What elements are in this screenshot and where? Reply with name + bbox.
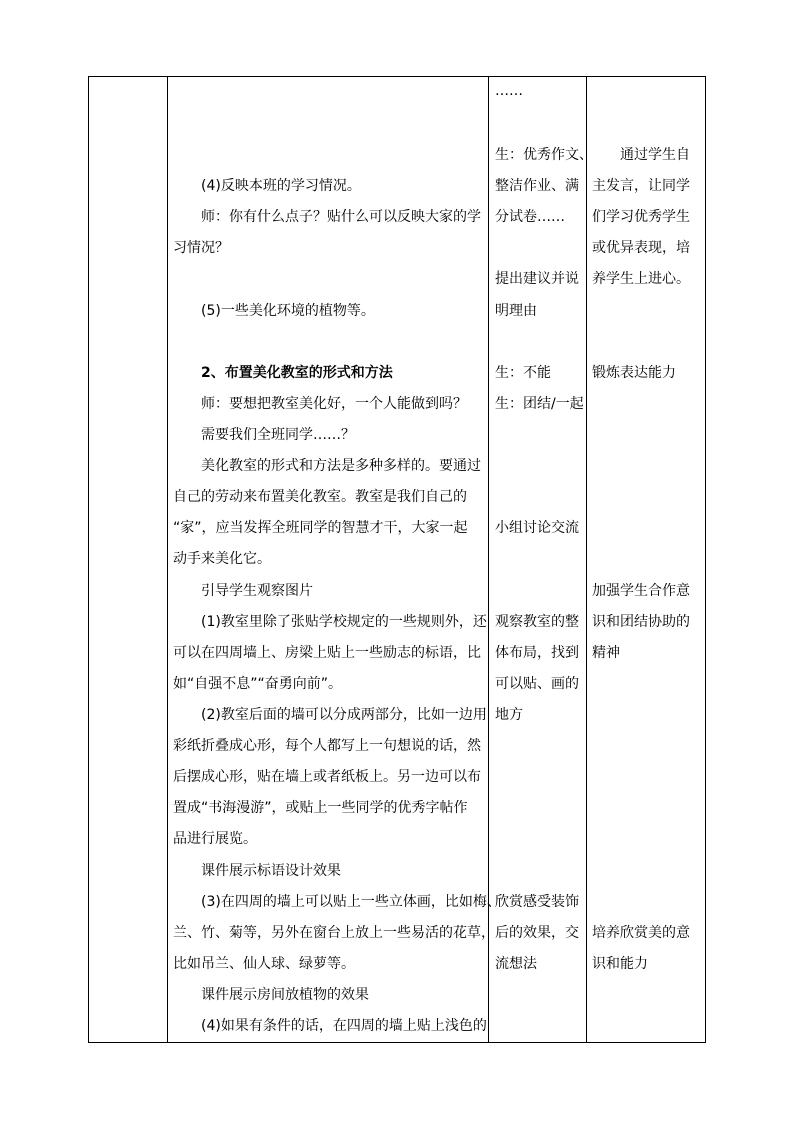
content-line: 彩纸折叠成心形，每个人都写上一句想说的话，然 <box>173 738 481 754</box>
activity-line: 提出建议并说 <box>495 271 579 287</box>
intent-line: 识和能力 <box>592 956 648 972</box>
activity-line: 可以贴、画的 <box>495 676 579 692</box>
intent-line: 识和团结协助的 <box>592 614 690 630</box>
activity-line: 观察教室的整 <box>495 614 579 630</box>
lesson-plan-table <box>88 76 706 1043</box>
activity-line: 流想法 <box>495 956 537 972</box>
content-line: 美化教室的形式和方法是多种多样的。要通过 <box>201 458 481 474</box>
content-line: 引导学生观察图片 <box>201 583 313 599</box>
activity-line: 后的效果，交 <box>495 925 579 941</box>
content-line: (2)教室后面的墙可以分成两部分，比如一边用 <box>201 707 487 723</box>
content-line: 后摆成心形，贴在墙上或者纸板上。另一边可以布 <box>173 769 481 785</box>
activity-line: 小组讨论交流 <box>495 520 579 536</box>
activity-line: 地方 <box>495 707 523 723</box>
content-line: 需要我们全班同学……？ <box>201 427 355 443</box>
intent-line: 锻炼表达能力 <box>592 365 676 381</box>
intent-line: 主发言，让同学 <box>592 178 690 194</box>
content-line: (1)教室里除了张贴学校规定的一些规则外，还 <box>201 614 487 630</box>
section-heading: 2、布置美化教室的形式和方法 <box>201 365 393 381</box>
content-line: 师：要想把教室美化好，一个人能做到吗？ <box>201 396 467 412</box>
content-line: 课件展示房间放植物的效果 <box>201 987 369 1003</box>
content-line: 课件展示标语设计效果 <box>201 863 341 879</box>
content-line: 自己的劳动来布置美化教室。教室是我们自己的 <box>173 489 467 505</box>
content-line: (4)反映本班的学习情况。 <box>201 178 361 194</box>
activity-line: 生：不能 <box>495 365 551 381</box>
column-a-cell <box>88 76 167 1043</box>
activity-line: 分试卷…… <box>495 209 565 225</box>
intent-line: 们学习优秀学生 <box>592 209 690 225</box>
column-student-activity <box>489 76 593 1043</box>
content-line: 置成“书海漫游”，或贴上一些同学的优秀字帖作 <box>173 800 468 816</box>
intent-line: 精神 <box>592 645 620 661</box>
activity-line: 欣赏感受装饰 <box>495 894 579 910</box>
activity-line: 生：团结/一起 <box>495 396 584 412</box>
content-line: 品进行展览。 <box>173 831 257 847</box>
intent-line: 养学生上进心。 <box>592 271 690 287</box>
column-teaching-content <box>168 76 501 1043</box>
content-line: (5)一些美化环境的植物等。 <box>201 303 375 319</box>
intent-line: 或优异表现，培 <box>592 240 690 256</box>
content-line: 比如吊兰、仙人球、绿萝等。 <box>173 956 355 972</box>
activity-line: 整洁作业、满 <box>495 178 579 194</box>
column-design-intent <box>587 76 705 1043</box>
content-line: 习情况？ <box>173 240 229 256</box>
content-line: 师：你有什么点子？贴什么可以反映大家的学 <box>201 209 481 225</box>
activity-line: …… <box>495 83 523 99</box>
content-line: 如“自强不息”“奋勇向前”。 <box>173 676 343 692</box>
content-line: (4)如果有条件的话，在四周的墙上贴上浅色的 <box>201 1018 487 1034</box>
table-right-border <box>705 76 706 1043</box>
intent-line: 通过学生自 <box>620 147 690 163</box>
activity-line: 体布局，找到 <box>495 645 579 661</box>
activity-line: 明理由 <box>495 303 537 319</box>
intent-line: 培养欣赏美的意 <box>592 925 690 941</box>
content-line: 可以在四周墙上、房梁上贴上一些励志的标语，比 <box>173 645 481 661</box>
content-line: “家”，应当发挥全班同学的智慧才干，大家一起 <box>173 520 468 536</box>
activity-line: 生：优秀作文、 <box>495 147 593 163</box>
content-line: (3)在四周的墙上可以贴上一些立体画，比如梅、 <box>201 894 501 910</box>
content-line: 动手来美化它。 <box>173 551 271 567</box>
content-line: 兰、竹、菊等，另外在窗台上放上一些易活的花草， <box>173 925 495 941</box>
intent-line: 加强学生合作意 <box>592 583 690 599</box>
